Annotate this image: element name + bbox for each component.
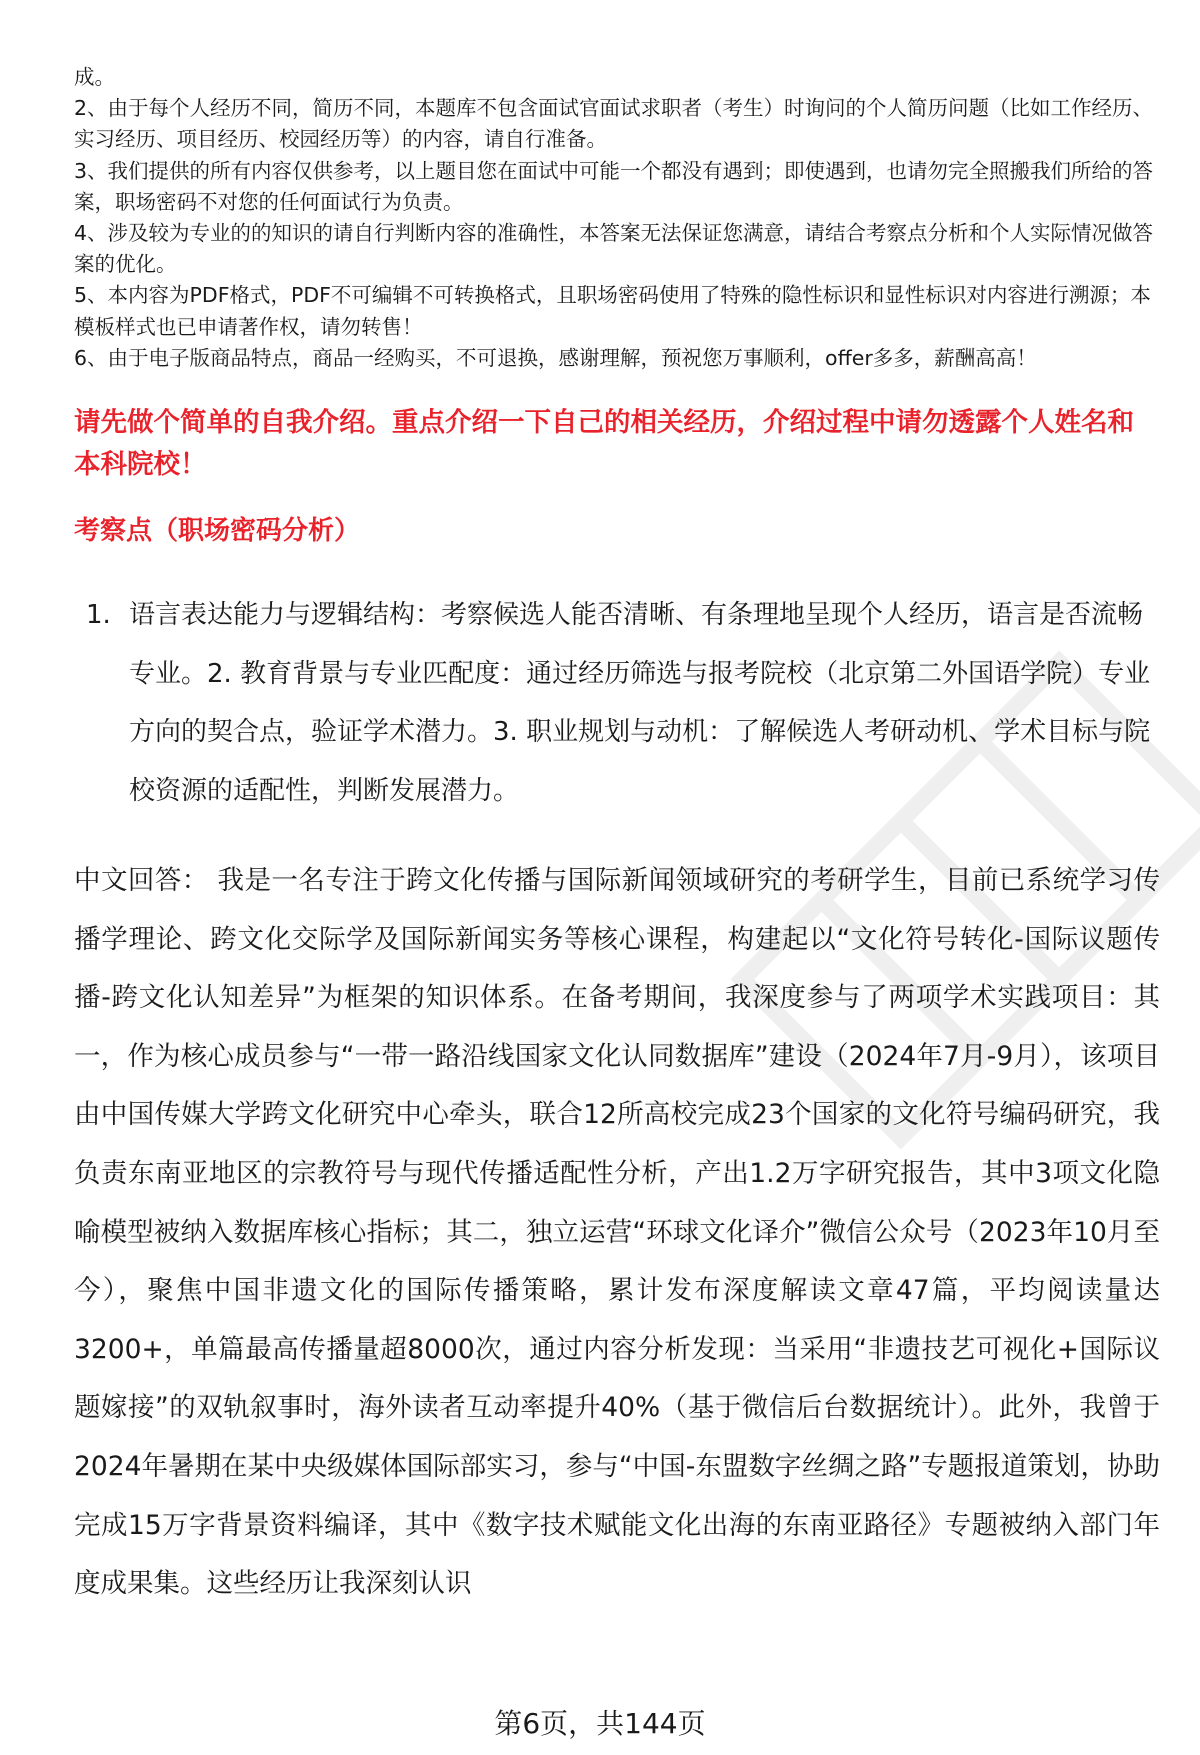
page-footer: 第6页，共144页 bbox=[494, 1707, 706, 1740]
note-line: 成。 bbox=[74, 65, 115, 89]
section-title: 考察点（职场密码分析） bbox=[74, 516, 361, 546]
note-line: 3、我们提供的所有内容仅供参考，以上题目您在面试中可能一个都没有遇到；即使遇到，也请勿完全照搬我们所给的答案，职场密码不对您的任何面试行为负责。 bbox=[74, 158, 1154, 214]
notes-block bbox=[74, 62, 1154, 374]
key-point-number: 1. bbox=[86, 600, 111, 630]
answer-text: 中文回答： 我是一名专注于跨文化传播与国际新闻领域研究的考研学生，目前已系统学习传播学理论、跨文化交际学及国际新闻实务等核心课程，构建起以“文化符号转化-国际议题传播-跨文化认知差异”为框架的知识体系。在备考期间，我深度参与了两项学术实践项目：其一，作为核心成员参与“一带一路沿线国家文化认同数据库”建设（2024年7月-9月），该项目由中国传媒大学跨文化研究中心牵头，联合12所高校完成23个国家的文化符号编码研究，我负责东南亚地区的宗教符号与现代传播适配性分析，产出1.2万字研究报告，其中3项文化隐喻模型被纳入数据库核心指标；其二，独立运营“环球文化译介”微信公众号（2023年10月至今），聚焦中国非遗文化的国际传播策略，累计发布深度解读文章47篇，平均阅读量达3200+，单篇最高传播量超8000次，通过内容分析发现：当采用“非遗技艺可视化+国际议题嫁接”的双轨叙事时，海外读者互动率提升40%（基于微信后台数据统计）。此外，我曾于2024年暑期在某中央级媒体国际部实习，参与“中国-东盟数字丝绸之路”专题报道策划，协助完成15万字背景资料编译，其中《数字技术赋能文化出海的东南亚路径》专题被纳入部门年度成果集。这些经历让我深刻认识 bbox=[74, 865, 1160, 1600]
note-line: 6、由于电子版商品特点，商品一经购买，不可退换，感谢理解，预祝您万事顺利，offer多多，薪酬高高！ bbox=[74, 345, 1037, 370]
interview-question: 请先做个简单的自我介绍。重点介绍一下自己的相关经历，介绍过程中请勿透露个人姓名和本科院校！ bbox=[74, 407, 1134, 480]
key-point-item bbox=[86, 586, 1166, 820]
note-line: 2、由于每个人经历不同，简历不同，本题库不包含面试官面试求职者（考生）时询问的个人简历问题（比如工作经历、实习经历、项目经历、校园经历等）的内容，请自行准备。 bbox=[74, 96, 1154, 152]
key-point-text: 语言表达能力与逻辑结构：考察候选人能否清晰、有条理地呈现个人经历，语言是否流畅专业。2. 教育背景与专业匹配度：通过经历筛选与报考院校（北京第二外国语学院）专业方向的契合点，验证学术潜力。3. 职业规划与动机：了解候选人考研动机、学术目标与院校资源的适配性，判断发展潜力。 bbox=[129, 600, 1151, 806]
note-line: 5、本内容为PDF格式，PDF不可编辑不可转换格式，且职场密码使用了特殊的隐性标识和显性标识对内容进行溯源；本模板样式也已申请著作权，请勿转售！ bbox=[74, 283, 1151, 339]
note-line: 4、涉及较为专业的的知识的请自行判断内容的准确性，本答案无法保证您满意，请结合考察点分析和个人实际情况做答案的优化。 bbox=[74, 221, 1154, 277]
